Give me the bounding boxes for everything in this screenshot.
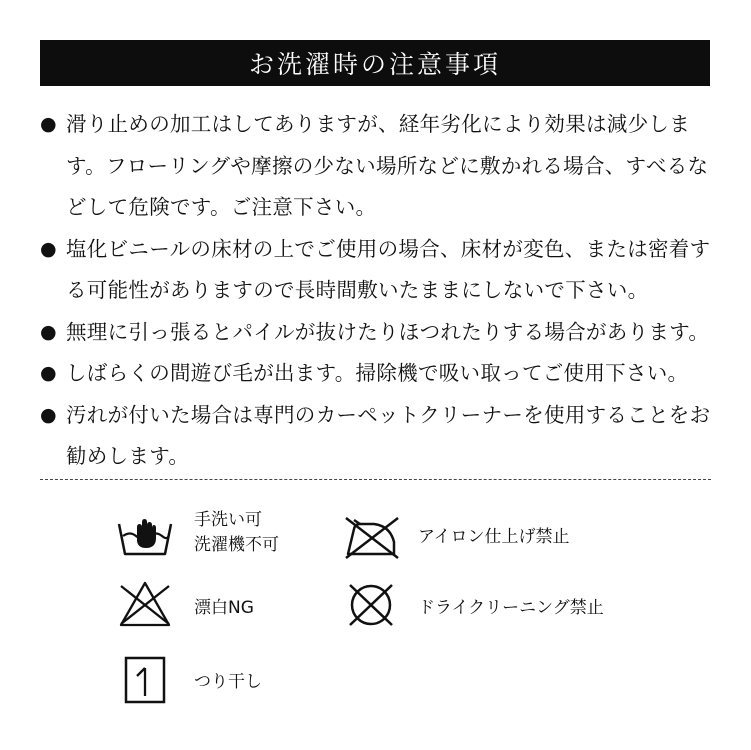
no-dry-clean-label: ドライクリーニング禁止 [418, 598, 604, 618]
bullet-icon: ● [40, 403, 57, 426]
caution-notes [40, 104, 720, 478]
note-item [40, 395, 720, 478]
hand-wash-label: 手洗い可 [194, 510, 262, 530]
note-item [40, 312, 720, 354]
note-text: 塩化ビニールの床材の上でご使用の場合、床材が変色、または密着する可能性がありますので長時間敷いたままにしないで下さい。 [66, 236, 711, 302]
note-item [40, 229, 720, 312]
note-item [40, 104, 720, 229]
no-bleach-icon [118, 580, 172, 628]
no-machine-wash-label: 洗濯機不可 [194, 535, 279, 555]
note-text: 汚れが付いた場合は専門のカーペットクリーナーを使用することをお勧めします。 [66, 402, 711, 468]
bullet-icon: ● [40, 362, 57, 384]
no-bleach-label: 漂白NG [194, 598, 254, 618]
hand-wash-icon [116, 514, 174, 560]
bullet-icon: ● [40, 237, 57, 260]
note-text: 滑り止めの加工はしてありますが、経年劣化により効果は減少します。フローリングや摩擦の少ない場所などに敷かれる場合、すべるなどして危険です。ご注意下さい。 [66, 112, 709, 219]
note-text: 無理に引っ張るとパイルが抜けたりほつれたりする場合があります。 [66, 319, 710, 344]
bullet-icon: ● [40, 113, 57, 135]
line-dry-label: つり干し [194, 672, 262, 692]
no-dry-clean-icon [346, 581, 396, 629]
note-text: しばらくの間遊び毛が出ます。掃除機で吸い取ってご使用下さい。 [66, 361, 689, 385]
bullet-icon: ● [40, 320, 57, 343]
title-bar [40, 40, 710, 86]
note-item [40, 353, 720, 395]
no-iron-icon [342, 514, 400, 560]
no-iron-label: アイロン仕上げ禁止 [418, 527, 570, 547]
line-dry-icon [124, 656, 166, 704]
dashed-divider [40, 479, 711, 480]
page-title: お洗濯時の注意事項 [248, 50, 501, 79]
